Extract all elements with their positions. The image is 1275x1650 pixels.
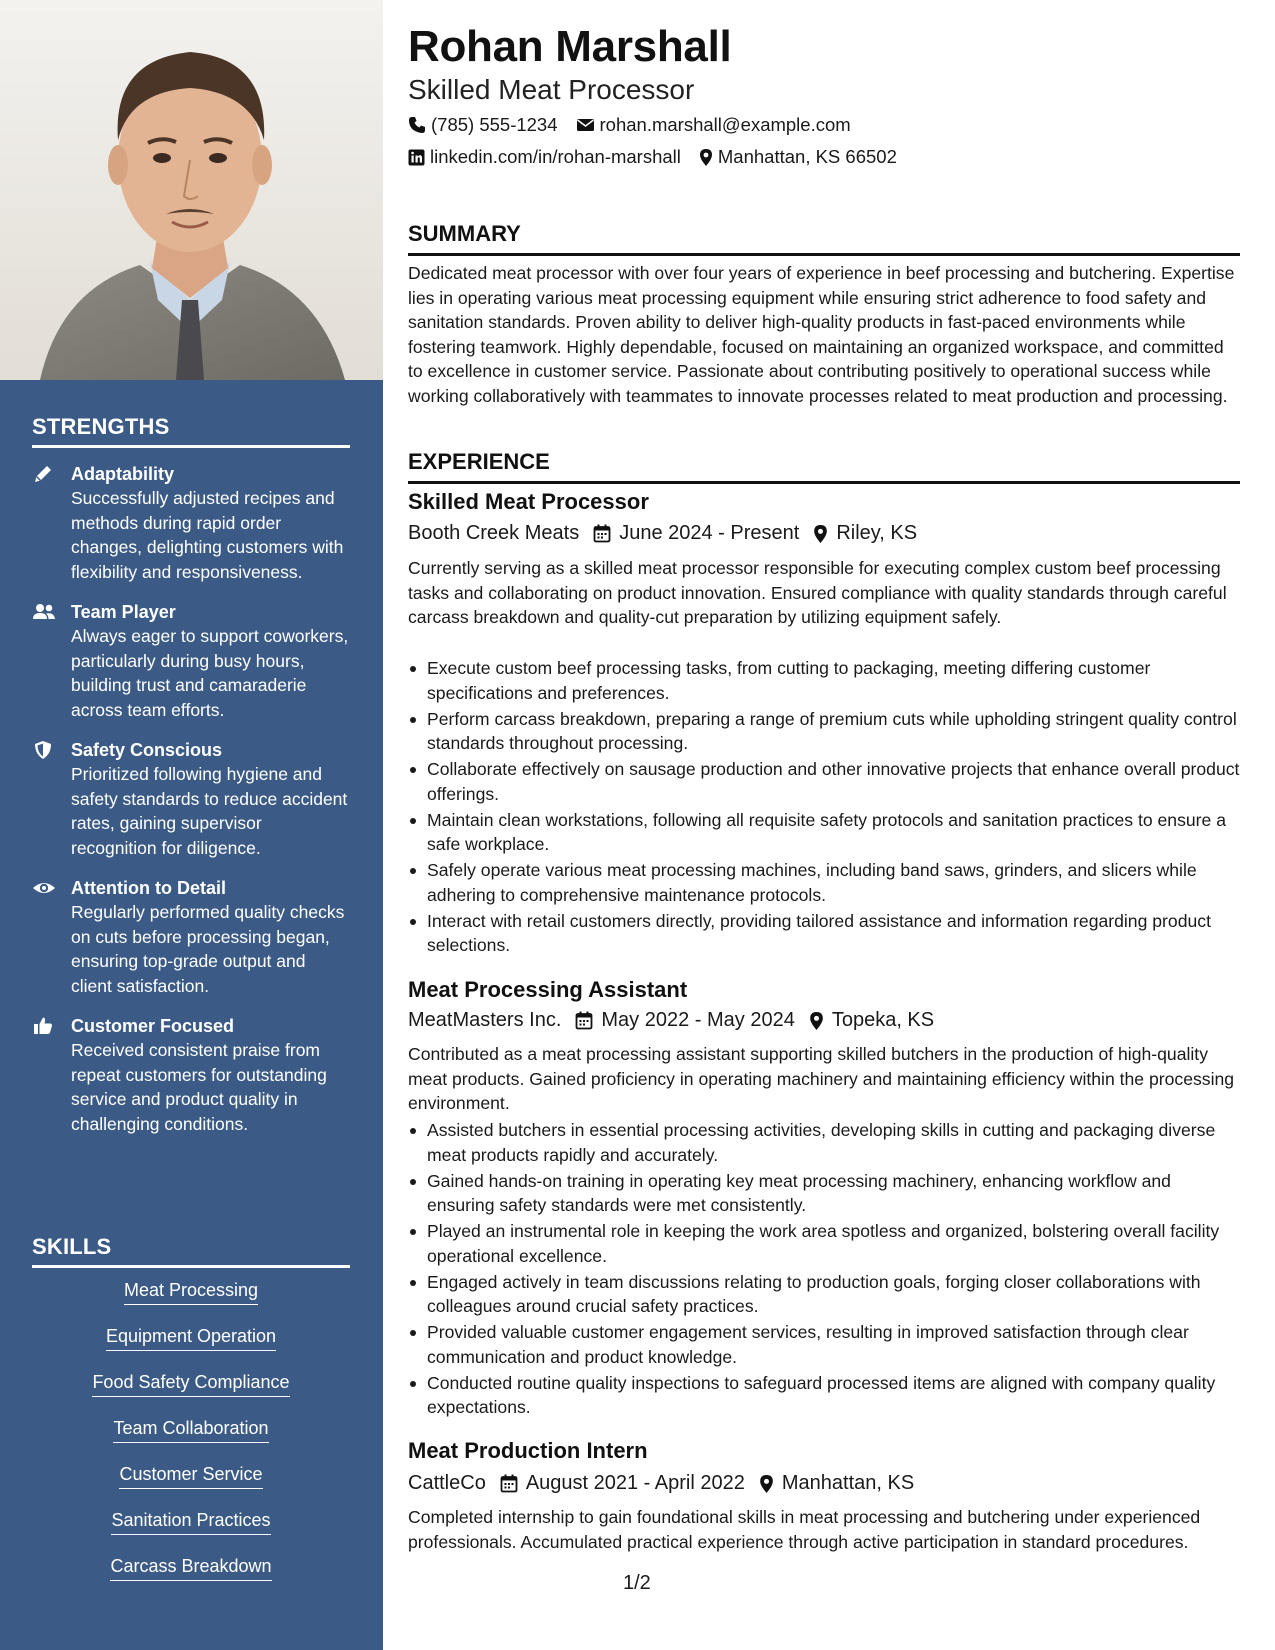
phone-contact[interactable] <box>408 114 558 136</box>
skill-item: Carcass Breakdown <box>110 1554 271 1581</box>
skills-heading: SKILLS <box>32 1234 350 1268</box>
page-number: 1/2 <box>623 1572 651 1594</box>
bullet-item: Perform carcass breakdown, preparing a range of premium cuts while upholding stringent quality control standards throughout processing. <box>408 707 1240 756</box>
linkedin-contact[interactable] <box>408 146 681 168</box>
envelope-icon <box>576 117 595 133</box>
bullet-item: Maintain clean workstations, following all requisite safety protocols and sanitation practices to ensure a safe workplace. <box>408 808 1240 857</box>
job-title: Meat Production Intern <box>408 1438 648 1463</box>
bullet-item: Gained hands-on training in operating key meat processing machinery, enhancing workflow and ensuring safety standards were met consistently. <box>408 1169 1240 1218</box>
strength-item <box>32 876 350 998</box>
job-title: Meat Processing Assistant <box>408 977 688 1002</box>
job-bullets <box>408 656 1240 959</box>
email-text: rohan.marshall@example.com <box>599 114 851 135</box>
linkedin-text: linkedin.com/in/rohan-marshall <box>430 146 681 167</box>
bullet-item: Execute custom beef processing tasks, from cutting to packaging, meeting differing customer specifications and preferences. <box>408 656 1240 705</box>
skill-item: Sanitation Practices <box>111 1508 270 1535</box>
bullet-item: Played an instrumental role in keeping the work area spotless and organized, bolstering overall facility operational excellence. <box>408 1219 1240 1268</box>
bullet-item: Collaborate effectively on sausage production and other innovative projects that enhance overall product offerings. <box>408 757 1240 806</box>
strength-item <box>32 600 350 722</box>
job-dates: May 2022 - May 2024 <box>575 1009 794 1032</box>
job-location: Riley, KS <box>813 522 917 545</box>
job-dates: August 2021 - April 2022 <box>500 1472 745 1495</box>
skill-item: Meat Processing <box>124 1278 258 1305</box>
strength-desc: Received consistent praise from repeat customers for outstanding service and product quality in challenging conditions. <box>71 1040 327 1134</box>
strength-title: Safety Conscious <box>71 740 223 760</box>
users-icon <box>32 601 56 623</box>
pencil-icon <box>32 463 56 485</box>
bullet-item: Safely operate various meat processing machines, including band saws, grinders, and slicers while adhering to comprehensive maintenance protocols. <box>408 858 1240 907</box>
summary-heading: SUMMARY <box>408 221 1240 256</box>
skill-item: Food Safety Compliance <box>92 1370 289 1397</box>
email-contact[interactable] <box>576 114 851 136</box>
skill-item: Equipment Operation <box>106 1324 276 1351</box>
strength-desc: Prioritized following hygiene and safety standards to reduce accident rates, gaining supervisor recognition for diligence. <box>71 764 348 858</box>
strength-desc: Regularly performed quality checks on cuts before processing began, ensuring top-grade output and client satisfaction. <box>71 902 345 996</box>
strength-title: Customer Focused <box>71 1016 235 1036</box>
bullet-item: Interact with retail customers directly, providing tailored assistance and information regarding product selections. <box>408 909 1240 958</box>
calendar-icon <box>575 1011 593 1030</box>
job-title: Skilled Meat Processor <box>408 489 649 514</box>
strengths-list <box>32 462 350 1152</box>
bullet-item: Provided valuable customer engagement services, resulting in improved satisfaction through clear communication and product knowledge. <box>408 1320 1240 1369</box>
location-contact <box>699 146 897 168</box>
linkedin-icon <box>408 149 425 166</box>
shield-icon <box>32 739 56 761</box>
job-summary: Completed internship to gain foundational skills in meat processing and butchering under experienced professionals. Accumulated practical experience through active participation in standard procedures. <box>408 1507 1201 1552</box>
job-location: Topeka, KS <box>809 1009 934 1032</box>
job-meta <box>408 1472 928 1495</box>
calendar-icon <box>593 524 611 543</box>
phone-icon <box>408 116 426 134</box>
bullet-item: Assisted butchers in essential processing activities, developing skills in cutting and packaging diverse meat products rapidly and accurately. <box>408 1118 1240 1167</box>
skills-list <box>32 1278 350 1600</box>
job-bullets <box>408 1118 1240 1421</box>
map-pin-icon <box>813 524 828 544</box>
job-location: Manhattan, KS <box>759 1472 914 1495</box>
summary-text: Dedicated meat processor with over four years of experience in beef processing and butchering. Expertise lies in operating various meat processing equipment while ensuring strict adherence to food safety and sanitation standards. Proven ability to deliver high-quality products in fast-paced environments while fostering teamwork. Highly dependable, focused on maintaining an organized workspace, and committed to excellence in customer service. Passionate about contributing positively to operational success while working collaboratively with teammates to innovate processes related to meat production and processing. <box>408 263 1235 406</box>
skill-item: Customer Service <box>119 1462 262 1489</box>
location-text: Manhattan, KS 66502 <box>717 146 897 167</box>
calendar-icon <box>500 1474 518 1493</box>
candidate-name: Rohan Marshall <box>408 22 732 71</box>
strength-desc: Successfully adjusted recipes and methods during rapid order changes, delighting customers with flexibility and responsiveness. <box>71 488 344 582</box>
map-pin-icon <box>759 1474 774 1494</box>
job-summary: Contributed as a meat processing assistant supporting skilled butchers in the production of high-quality meat products. Gained proficiency in operating machinery and maintaining efficiency within the processing environment. <box>408 1044 1235 1113</box>
strength-title: Attention to Detail <box>71 878 226 898</box>
skill-item: Team Collaboration <box>113 1416 268 1443</box>
experience-heading: EXPERIENCE <box>408 449 1240 484</box>
job-company: MeatMasters Inc. <box>408 1009 562 1031</box>
job-company: Booth Creek Meats <box>408 522 580 544</box>
sidebar <box>0 0 383 1650</box>
strength-item <box>32 462 350 584</box>
contact-row <box>408 114 869 136</box>
map-pin-icon <box>809 1011 824 1031</box>
candidate-headline: Skilled Meat Processor <box>408 74 695 105</box>
strengths-heading: STRENGTHS <box>32 414 350 448</box>
contact-row-2 <box>408 146 915 168</box>
strength-item <box>32 738 350 860</box>
profile-photo <box>0 0 383 380</box>
job-company: CattleCo <box>408 1472 486 1494</box>
job-summary: Currently serving as a skilled meat processor responsible for executing complex custom beef processing tasks and collaborating on product innovation. Ensured compliance with quality standards through careful carcass breakdown and quality-cut preparation by utilizing equipment safely. <box>408 558 1227 627</box>
job-meta <box>408 1009 948 1032</box>
job-meta <box>408 522 931 545</box>
thumbs-up-icon <box>32 1015 56 1037</box>
bullet-item: Conducted routine quality inspections to safeguard processed items are aligned with company quality expectations. <box>408 1371 1240 1420</box>
bullet-item: Engaged actively in team discussions relating to production goals, forging closer collaborations with colleagues around crucial safety practices. <box>408 1270 1240 1319</box>
strength-item <box>32 1014 350 1136</box>
strength-title: Team Player <box>71 602 176 622</box>
job-dates: June 2024 - Present <box>593 522 799 545</box>
strength-title: Adaptability <box>71 464 175 484</box>
strength-desc: Always eager to support coworkers, particularly during busy hours, building trust and camaraderie across team efforts. <box>71 626 349 720</box>
phone-text: (785) 555-1234 <box>431 114 558 135</box>
eye-icon <box>32 877 56 899</box>
map-pin-icon <box>699 148 713 167</box>
